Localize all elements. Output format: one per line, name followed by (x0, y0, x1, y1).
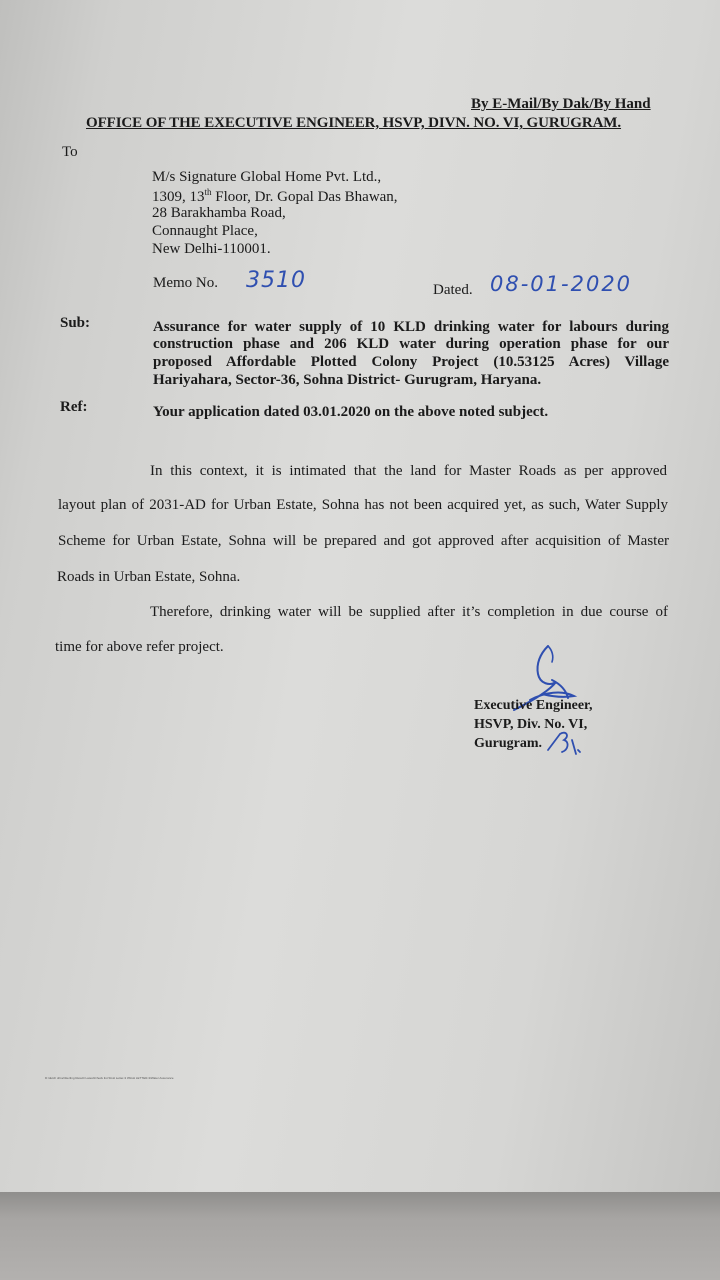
signature-line-2: HSVP, Div. No. VI, (474, 717, 588, 732)
background-surface (0, 1192, 720, 1280)
address-line-2-prefix: 1309, 13 (152, 189, 205, 205)
body-para1-line-2: layout plan of 2031-AD for Urban Estate, Sohna has not been acquired yet, as such, Water Supply (58, 497, 668, 513)
footer-file-path: D:\dutch drive\Sterling Result\ Latest\Check list SGH Letter-3 3SGH LETTER-3\Water Assurance (45, 1076, 174, 1080)
memo-date: 08-01-2020 (490, 272, 633, 296)
subject-line-2: construction phase and 206 KLD water during operation phase for our (153, 336, 669, 352)
subject-line-4: Hariyahara, Sector-36, Sohna District- Gurugram, Haryana. (153, 372, 542, 388)
reference-label: Ref: (60, 399, 88, 415)
subject-label: Sub: (60, 315, 91, 331)
signature-line-3: Gurugram. (474, 736, 543, 751)
body-para1-line-1: In this context, it is intimated that the land for Master Roads as per approved (150, 463, 667, 479)
subject-line-1: Assurance for water supply of 10 KLD drinking water for labours during (153, 319, 669, 335)
office-title: OFFICE OF THE EXECUTIVE ENGINEER, HSVP, DIVN. NO. VI, GURUGRAM. (86, 115, 622, 131)
memo-number: 3510 (246, 268, 306, 293)
dated-label: Dated. (433, 282, 473, 298)
to-label: To (62, 144, 78, 160)
address-line-3: 28 Barakhamba Road, (152, 205, 286, 221)
delivery-mode: By E-Mail/By Dak/By Hand (471, 96, 651, 112)
signature-line-1: Executive Engineer, (474, 698, 593, 713)
address-line-4: Connaught Place, (152, 223, 258, 239)
body-para1-line-3: Scheme for Urban Estate, Sohna will be prepared and got approved after acquisition of Master (58, 533, 669, 549)
subject-line-3: proposed Affordable Plotted Colony Project (10.53125 Acres) Village (153, 354, 669, 370)
initial-scribble (546, 728, 586, 758)
body-para1-line-4: Roads in Urban Estate, Sohna. (57, 569, 241, 585)
address-line-5: New Delhi-110001. (152, 241, 271, 257)
address-line-1: M/s Signature Global Home Pvt. Ltd., (152, 169, 382, 185)
address-line-2 (152, 187, 398, 206)
body-para2-line-1: Therefore, drinking water will be supplied after it’s completion in due course of (150, 604, 668, 620)
memo-label: Memo No. (153, 275, 218, 291)
reference-text: Your application dated 03.01.2020 on the above noted subject. (153, 404, 549, 420)
address-line-2-suffix: Floor, Dr. Gopal Das Bhawan, (211, 189, 398, 205)
body-para2-line-2: time for above refer project. (55, 639, 224, 655)
address-line-2-sup: th (204, 187, 212, 197)
